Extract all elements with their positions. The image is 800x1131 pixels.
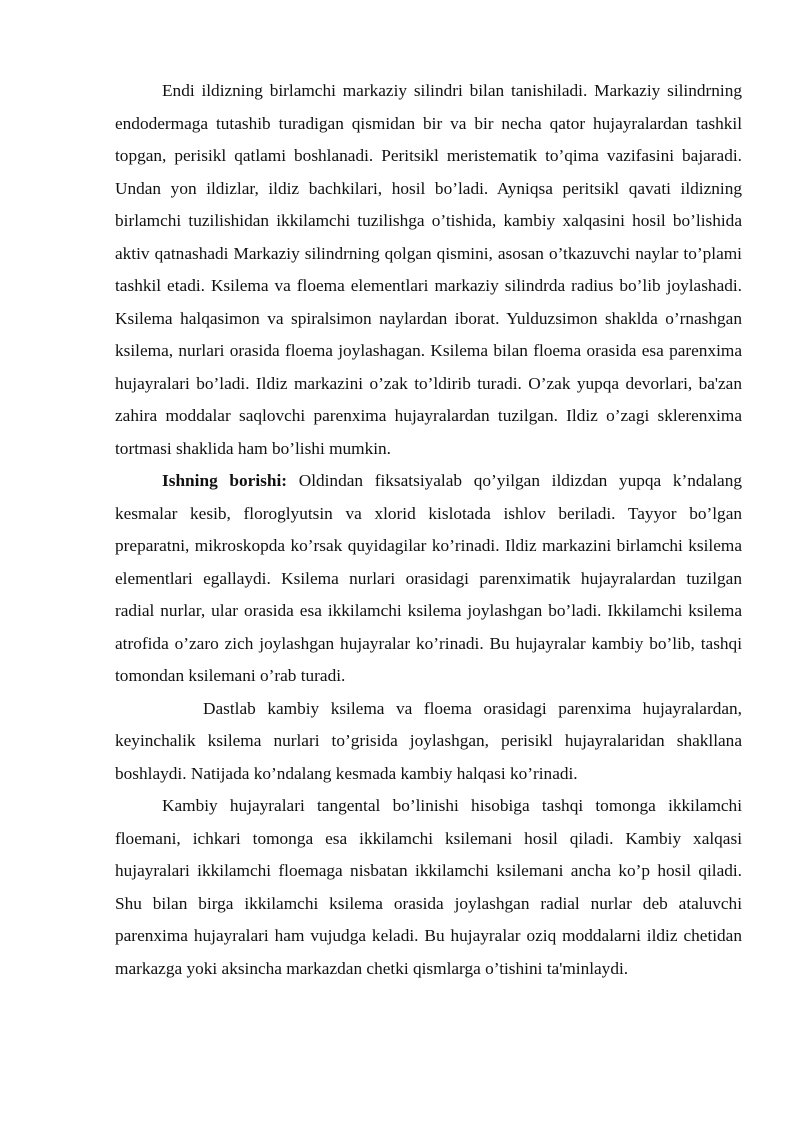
paragraph-central-cylinder: Endi ildizning birlamchi markaziy silindri bilan tanishiladi. Markaziy silindrning endodermaga tutashib turadigan qismidan bir va bir necha qator hujayralardan tashkil topgan, perisikl qatlami boshlanadi. Peritsikl meristematik to’qima vazifasini bajaradi. Undan yon ildizlar, ildiz bachkilari, hosil bo’ladi. Ayniqsa peritsikl qavati ildizning birlamchi tuzilishidan ikkilamchi tuzilishga o’tishida, kambiy xalqasini hosil bo’lishida aktiv qatnashadi Markaziy silindrning qolgan qismini, asosan o’tkazuvchi naylar to’plami tashkil etadi. Ksilema va floema elementlari markaziy silindrda radius bo’lib joylashadi. Ksilema halqasimon va spiralsimon naylardan iborat. Yulduzsimon shaklda o’rnashgan ksilema, nurlari orasida floema joylashagan. Ksilema bilan floema orasida esa parenxima hujayralari bo’ladi. Ildiz markazini o’zak to’ldirib turadi. O’zak yupqa devorlari, ba'zan zahira moddalar saqlovchi parenxima hujayralardan tuzilgan. Ildiz o’zagi sklerenxima tortmasi shaklida ham bo’lishi mumkin. <box>115 81 742 458</box>
paragraph-cambium-origin: Dastlab kambiy ksilema va floema orasidagi parenxima hujayralardan, keyinchalik ksilema nurlari to’grisida joylashgan, perisikl hujayralaridan shakllana boshlaydi. Natijada ko’ndalang kesmada kambiy halqasi ko’rinadi. <box>115 698 742 783</box>
paragraph-procedure <box>115 465 742 693</box>
document-page <box>115 75 742 985</box>
paragraph-cambium-division: Kambiy hujayralari tangental bo’linishi hisobiga tashqi tomonga ikkilamchi floemani, ichkari tomonga esa ikkilamchi ksilemani hosil qiladi. Kambiy xalqasi hujayralari ikkilamchi floemaga nisbatan ikkilamchi ksilemani ancha ko’p hosil qiladi. Shu bilan birga ikkilamchi ksilema orasida joylashgan radial nurlar deb ataluvchi parenxima hujayralari ham vujudga keladi. Bu hujayralar oziq moddalarni ildiz chetidan markazga yoki aksincha markazdan chetki qismlarga o’tishini ta'minlaydi. <box>115 796 742 978</box>
procedure-text: Oldindan fiksatsiyalab qo’yilgan ildizdan yupqa k’ndalang kesmalar kesib, floroglyutsin va xlorid kislotada ishlov beriladi. Tayyor bo’lgan preparatni, mikroskopda ko’rsak quyidagilar ko’rinadi. Ildiz markazini birlamchi ksilema elementlari egallaydi. Ksilema nurlari orasidagi parenximatik hujayralardan tuzilgan radial nurlar, ular orasida esa ikkilamchi ksilema joylashgan bo’ladi. Ikkilamchi ksilema atrofida o’zaro zich joylashgan hujayralar ko’rinadi. Bu hujayralar kambiy bo’lib, tashqi tomondan ksilemani o’rab turadi. <box>115 471 742 685</box>
procedure-heading: Ishning borishi: <box>162 471 288 490</box>
